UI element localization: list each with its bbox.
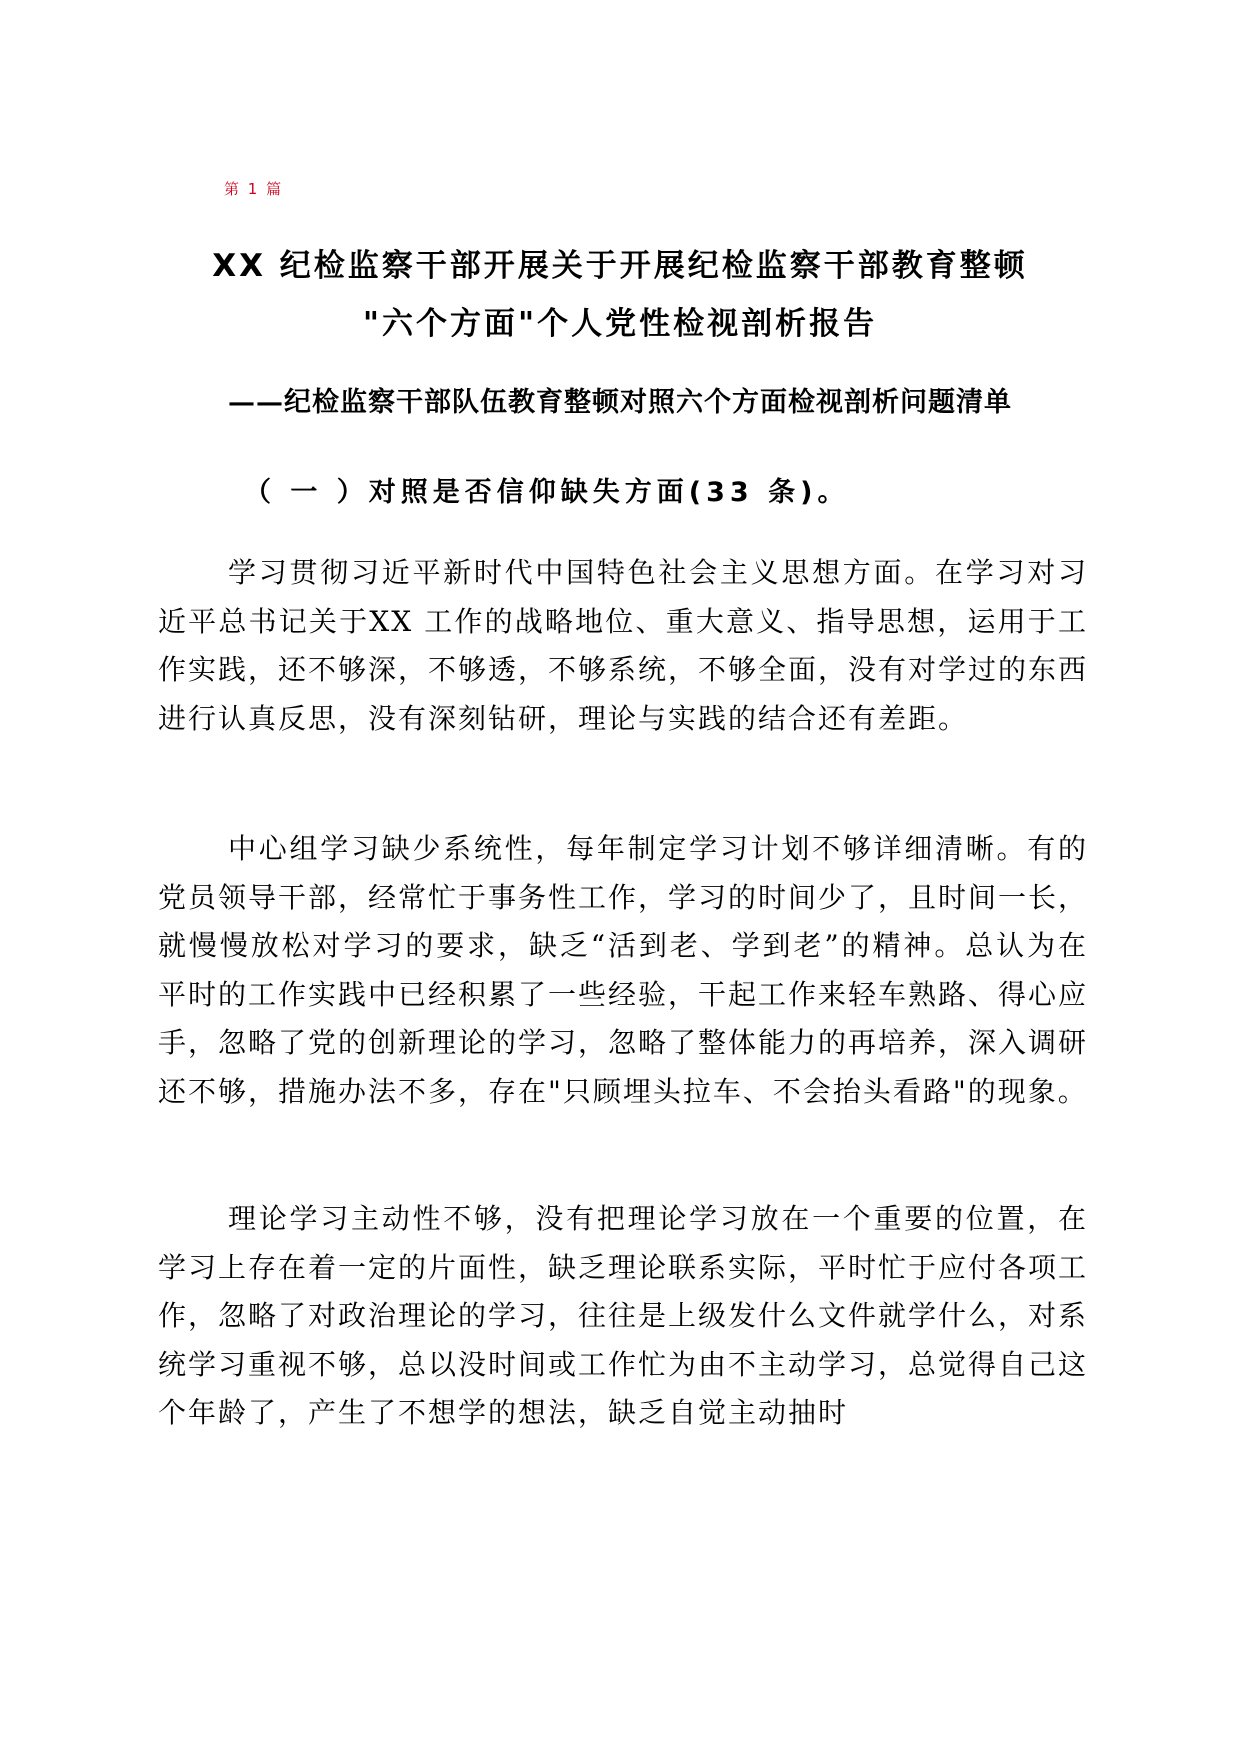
body-paragraph: 中心组学习缺少系统性，每年制定学习计划不够详细清晰。有的党员领导干部，经常忙于事务性工作，学习的时间少了，且时间一长，就慢慢放松对学习的要求，缺乏“活到老、学到老”的精神。总认为在平时的工作实践中已经积累了一些经验，干起工作来轻车熟路、得心应手，忽略了党的创新理论的学习，忽略了整体能力的再培养，深入调研还不够，措施办法不多，存在"只顾埋头拉车、不会抬头看路"的现象。 [158, 832, 1089, 1108]
document-title-line-2: "六个方面"个人党性检视剖析报告 [362, 306, 878, 342]
document-title-line-1: XX 纪检监察干部开展关于开展纪检监察干部教育整顿 [212, 248, 1028, 284]
section-heading: （ 一 ）对照是否信仰缺失方面(33 条)。 [244, 477, 850, 508]
chapter-tag: 第 1 篇 [224, 180, 284, 198]
document-subtitle: ——纪检监察干部队伍教育整顿对照六个方面检视剖析问题清单 [228, 387, 1012, 418]
body-paragraph: 学习贯彻习近平新时代中国特色社会主义思想方面。在学习对习近平总书记关于XX 工作的战略地位、重大意义、指导思想，运用于工作实践，还不够深，不够透，不够系统，不够全面，没有对学过的东西进行认真反思，没有深刻钻研，理论与实践的结合还有差距。 [158, 556, 1089, 735]
body-paragraph: 理论学习主动性不够，没有把理论学习放在一个重要的位置，在学习上存在着一定的片面性，缺乏理论联系实际，平时忙于应付各项工作，忽略了对政治理论的学习，往往是上级发什么文件就学什么，对系统学习重视不够，总以没时间或工作忙为由不主动学习，总觉得自己这个年龄了，产生了不想学的想法，缺乏自觉主动抽时 [158, 1202, 1089, 1429]
